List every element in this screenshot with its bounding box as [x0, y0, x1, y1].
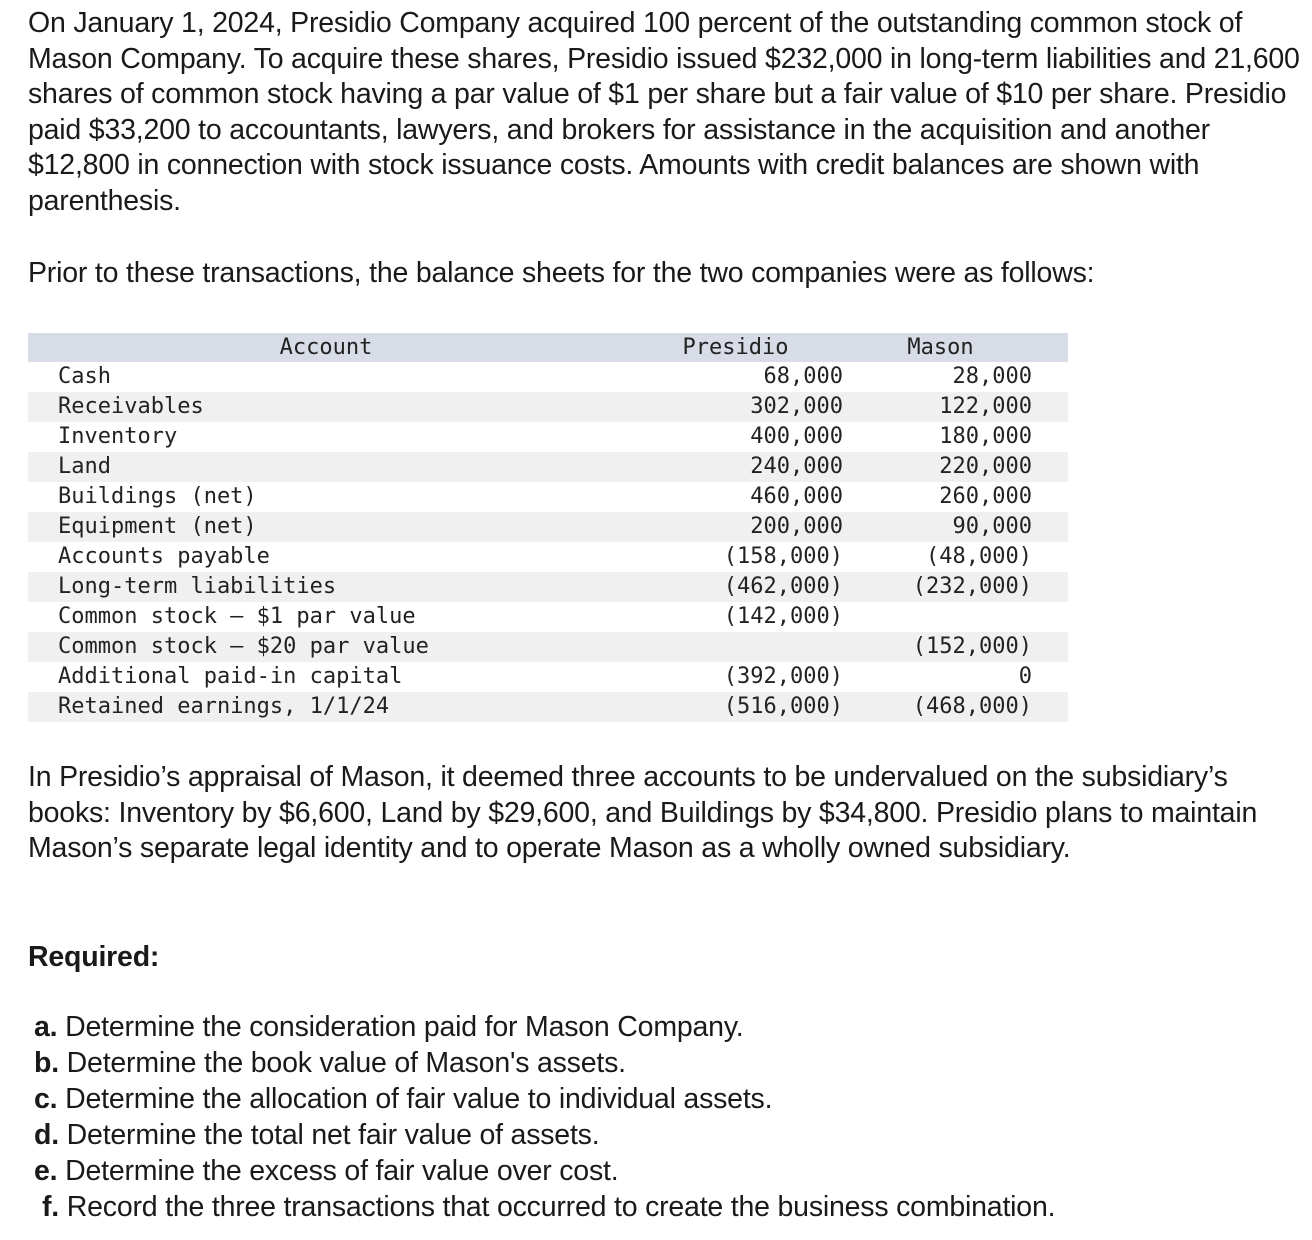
table-row	[28, 572, 1068, 602]
table-header-row	[28, 333, 1068, 362]
mason-amount	[843, 602, 1068, 632]
requirement-letter: e.	[34, 1155, 58, 1187]
mason-amount: 90,000	[843, 512, 1068, 542]
list-item	[34, 1045, 1055, 1081]
presidio-amount: 460,000	[750, 484, 843, 509]
mason-amount: 260,000	[939, 484, 1032, 509]
table-row	[28, 362, 1068, 392]
mason-column-header: Mason	[843, 333, 1068, 362]
table-row	[28, 542, 1068, 572]
account-name: Equipment (net)	[28, 512, 628, 542]
account-name: Receivables	[28, 392, 628, 422]
requirement-text: Determine the total net fair value of assets.	[66, 1119, 600, 1151]
table-row	[28, 602, 1068, 632]
requirement-text: Determine the excess of fair value over cost.	[65, 1155, 619, 1187]
requirement-letter: f.	[42, 1191, 60, 1223]
mason-amount: (48,000)	[926, 544, 1032, 569]
requirement-letter: c.	[34, 1083, 58, 1115]
requirement-text: Determine the book value of Mason's assets.	[66, 1047, 626, 1079]
mason-amount: 220,000	[843, 452, 1068, 482]
requirement-text: Determine the consideration paid for Mason Company.	[65, 1011, 744, 1043]
presidio-amount: (462,000)	[628, 572, 843, 602]
list-item	[34, 1117, 1055, 1153]
table-row	[28, 422, 1068, 452]
presidio-amount: (392,000)	[723, 664, 843, 689]
presidio-amount: 68,000	[763, 364, 843, 389]
presidio-amount: (158,000)	[723, 544, 843, 569]
account-name: Retained earnings, 1/1/24	[28, 692, 628, 722]
account-name: Long-term liabilities	[28, 572, 628, 602]
requirement-letter: b.	[34, 1047, 59, 1079]
required-heading: Required:	[28, 941, 160, 973]
list-item	[34, 1153, 1055, 1189]
account-name: Land	[28, 452, 628, 482]
table-row	[28, 392, 1068, 422]
table-row	[28, 632, 1068, 662]
account-name: Buildings (net)	[58, 484, 257, 509]
account-name: Additional paid-in capital	[58, 664, 403, 689]
mason-amount: 180,000	[939, 424, 1032, 449]
presidio-amount: (142,000)	[723, 604, 843, 629]
presidio-amount: 400,000	[750, 424, 843, 449]
account-name: Accounts payable	[58, 544, 270, 569]
table-row	[28, 482, 1068, 512]
table-row	[28, 452, 1068, 482]
appraisal-paragraph: In Presidio’s appraisal of Mason, it deemed three accounts to be undervalued on the subsidiary’s books: Inventory by $6,600, Land by $29,600, and Buildings by $34,800. Presidio plans to maintain Mason’s separate legal identity and to operate Mason as a wholly owned subsidiary.	[28, 761, 1258, 864]
table-row	[28, 512, 1068, 542]
requirement-letter: d.	[34, 1119, 59, 1151]
presidio-amount: (516,000)	[628, 692, 843, 722]
mason-amount: 28,000	[952, 364, 1032, 389]
account-name: Common stock — $1 par value	[58, 604, 416, 629]
list-item	[34, 1189, 1055, 1225]
requirement-text: Determine the allocation of fair value to individual assets.	[65, 1083, 773, 1115]
mason-amount: 122,000	[843, 392, 1068, 422]
presidio-amount	[628, 632, 843, 662]
mason-amount: (232,000)	[843, 572, 1068, 602]
presidio-amount: 302,000	[628, 392, 843, 422]
balance-sheet-intro-paragraph: Prior to these transactions, the balance sheets for the two companies were as follows:	[28, 257, 1095, 289]
mason-amount: 0	[1018, 664, 1032, 689]
problem-intro-paragraph: On January 1, 2024, Presidio Company acquired 100 percent of the outstanding common stock of Mason Company. To acquire these shares, Presidio issued $232,000 in long-term liabilities and 21,600 shares of common stock having a par value of $1 per share but a fair value of $10 per share. Presidio paid $33,200 to accountants, lawyers, and brokers for assistance in the acquisition and another $12,800 in connection with stock issuance costs. Amounts with credit balances are shown with parenthesis.	[28, 7, 1300, 217]
mason-amount: (468,000)	[843, 692, 1068, 722]
mason-amount: (152,000)	[843, 632, 1068, 662]
presidio-amount: 240,000	[628, 452, 843, 482]
list-item	[34, 1081, 1055, 1117]
requirement-text: Record the three transactions that occurred to create the business combination.	[66, 1191, 1056, 1223]
account-name: Common stock — $20 par value	[28, 632, 628, 662]
account-name: Cash	[58, 364, 111, 389]
list-item	[34, 1009, 1055, 1045]
table-row	[28, 662, 1068, 692]
account-name: Inventory	[58, 424, 178, 449]
requirements-list	[34, 1009, 1055, 1225]
presidio-column-header: Presidio	[628, 333, 843, 362]
balance-sheet-table	[28, 333, 1068, 722]
table-row	[28, 692, 1068, 722]
requirement-letter: a.	[34, 1011, 58, 1043]
presidio-amount: 200,000	[628, 512, 843, 542]
account-column-header: Account	[28, 333, 628, 362]
